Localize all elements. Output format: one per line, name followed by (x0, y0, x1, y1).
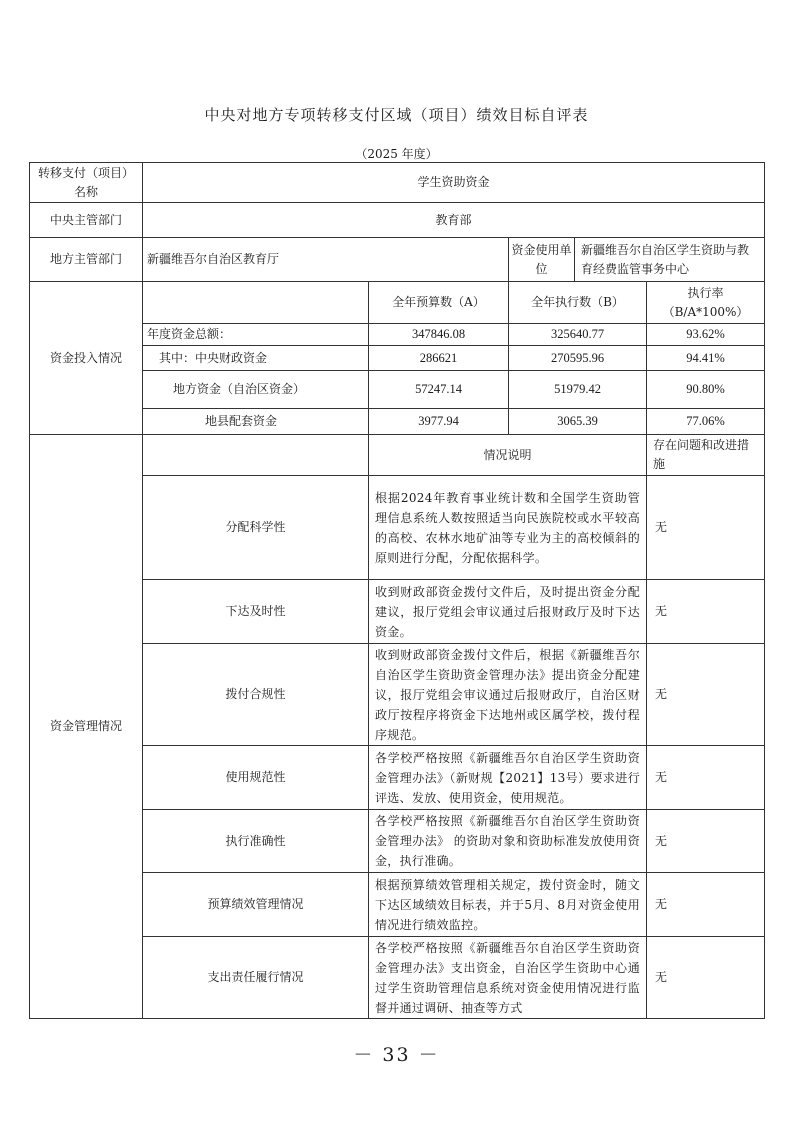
management-row-issues: 无 (647, 937, 765, 1019)
management-row-desc: 收到财政部资金拨付文件后，根据《新疆维吾尔自治区学生资助资金管理办法》提出资金分配建议，报厅党组会审议通过后报财政厅，自治区财政厅按程序将资金下达地州或区属学校，拨付程序规范。 (369, 644, 647, 746)
management-row-label: 执行准确性 (143, 810, 369, 873)
management-row-label: 拨付合规性 (143, 644, 369, 746)
management-row-desc: 各学校严格按照《新疆维吾尔自治区学生资助资金管理办法》支出资金，自治区学生资助中心通过学生资助管理信息系统对资金使用情况进行监督并通过调研、抽查等方式 (369, 937, 647, 1019)
funding-header-rate: 执行率（B/A*100%） (647, 282, 765, 324)
management-row-desc: 根据预算绩效管理相关规定，拨付资金时，随文下达区域绩效目标表，并于5月、8月对资金使用情况进行绩效监控。 (369, 873, 647, 937)
management-header-row (30, 435, 765, 476)
report-year: （2025 年度） (355, 147, 438, 161)
funding-row-budget: 347846.08 (369, 324, 509, 346)
funding-row-label: 地方资金（自治区资金） (143, 371, 369, 409)
central-dept-value: 教育部 (143, 203, 765, 238)
funding-row-actual: 270595.96 (509, 346, 647, 371)
funding-row-label: 地县配套资金 (143, 409, 369, 435)
management-header-blank (143, 435, 369, 476)
management-row-label: 使用规范性 (143, 746, 369, 810)
management-row-desc: 各学校严格按照《新疆维吾尔自治区学生资助资金管理办法》（新财规【2021】13号）要求进行评选、发放、使用资金，使用规范。 (369, 746, 647, 810)
funding-row-budget: 57247.14 (369, 371, 509, 409)
funding-row-label: 年度资金总额： (143, 324, 369, 346)
central-dept-label: 中央主管部门 (30, 203, 143, 238)
funding-row-budget: 3977.94 (369, 409, 509, 435)
management-row-issues: 无 (647, 746, 765, 810)
management-row-issues: 无 (647, 644, 765, 746)
local-dept-label: 地方主管部门 (30, 238, 143, 282)
project-row (30, 163, 765, 203)
management-header-desc: 情况说明 (369, 435, 647, 476)
funding-row-actual: 3065.39 (509, 409, 647, 435)
user-unit-label: 资金使用单位 (509, 238, 575, 282)
funding-section-label: 资金投入情况 (30, 282, 143, 435)
funding-row-actual: 51979.42 (509, 371, 647, 409)
project-label: 转移支付（项目）名称 (30, 163, 143, 203)
management-row-desc: 收到财政部资金拨付文件后，及时提出资金分配建议，报厅党组会审议通过后报财政厅及时下达资金。 (369, 580, 647, 644)
funding-row-rate: 90.80% (647, 371, 765, 409)
funding-row-actual: 325640.77 (509, 324, 647, 346)
management-row-desc: 各学校严格按照《新疆维吾尔自治区学生资助资金管理办法》 的资助对象和资助标准发放使用资金，执行准确。 (369, 810, 647, 873)
user-unit-value: 新疆维吾尔自治区学生资助与教育经费监管事务中心 (575, 238, 765, 282)
central-dept-row (30, 203, 765, 238)
funding-row-label: 其中：中央财政资金 (143, 346, 369, 371)
management-row-issues: 无 (647, 810, 765, 873)
management-row-label: 下达及时性 (143, 580, 369, 644)
page-title: 中央对地方专项转移支付区域（项目）绩效目标自评表 (204, 106, 589, 124)
funding-header-row (30, 282, 765, 324)
management-row-issues: 无 (647, 476, 765, 580)
local-dept-value: 新疆维吾尔自治区教育厅 (143, 238, 509, 282)
funding-row-rate: 94.41% (647, 346, 765, 371)
funding-header-blank (143, 282, 369, 324)
funding-header-budget: 全年预算数（A） (369, 282, 509, 324)
management-row-label: 预算绩效管理情况 (143, 873, 369, 937)
funding-row-rate: 93.62% (647, 324, 765, 346)
project-value: 学生资助资金 (143, 163, 765, 203)
management-row-label: 支出责任履行情况 (143, 937, 369, 1019)
management-row-issues: 无 (647, 580, 765, 644)
funding-row-rate: 77.06% (647, 409, 765, 435)
management-row-desc: 根据2024年教育事业统计数和全国学生资助管理信息系统人数按照适当向民族院校或水平较高的高校、农林水地矿油等专业为主的高校倾斜的原则进行分配，分配依据科学。 (369, 476, 647, 580)
management-row-issues: 无 (647, 873, 765, 937)
self-evaluation-table (29, 162, 765, 1019)
local-dept-row (30, 238, 765, 282)
management-header-issues: 存在问题和改进措施 (647, 435, 765, 476)
page-number: － 33 － (353, 1044, 440, 1066)
management-section-label: 资金管理情况 (30, 435, 143, 1019)
management-row-label: 分配科学性 (143, 476, 369, 580)
funding-header-actual: 全年执行数（B） (509, 282, 647, 324)
funding-row-budget: 286621 (369, 346, 509, 371)
